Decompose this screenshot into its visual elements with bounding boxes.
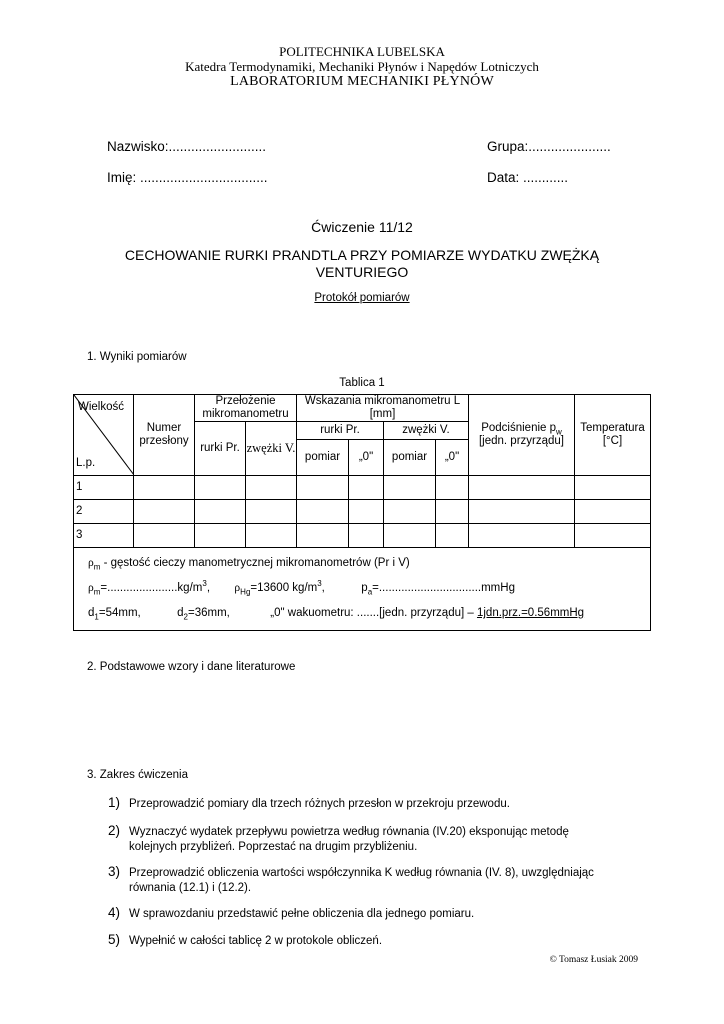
- list-item-3-text: Przeprowadzić obliczenia wartości współczynnika K według równania (IV. 8), uwzględniając równania (12.1) i (12.2).: [129, 867, 594, 894]
- header-pr-zero: „0": [349, 440, 384, 476]
- lab-name: LABORATORIUM MECHANIKI PŁYNÓW: [230, 74, 494, 89]
- corner-bottom-label: L.p.: [76, 457, 96, 469]
- list-item-3-number: 3): [108, 864, 121, 879]
- exercise-number: Ćwiczenie 11/12: [311, 219, 413, 235]
- cell-input[interactable]: [436, 524, 469, 548]
- cell-input[interactable]: [436, 476, 469, 500]
- header-v-zero: „0": [436, 440, 469, 476]
- cell-input[interactable]: [297, 524, 349, 548]
- header-ratio-pr: rurki Pr.: [195, 422, 246, 476]
- header-readings-v: zwężki V.: [384, 422, 469, 440]
- cell-input[interactable]: [195, 500, 246, 524]
- cell-input[interactable]: [575, 524, 651, 548]
- department-name: Katedra Termodynamiki, Mechaniki Płynów i Napędów Lotniczych: [185, 59, 539, 74]
- list-item-2-text: Wyznaczyć wydatek przepływu powietrza według równania (IV.20) eksponując metodę kolejnych przybliżeń. Poprzestać na drugim przybliżeniu.: [129, 826, 569, 853]
- row-number: 1: [74, 476, 134, 500]
- cell-input[interactable]: [384, 524, 436, 548]
- header-orifice-number: Numer przesłony: [134, 395, 195, 476]
- corner-cell: [74, 395, 134, 476]
- header-temperature: Temperatura [°C]: [575, 395, 651, 476]
- exercise-title-line2: VENTURIEGO: [315, 264, 409, 280]
- table-row: [74, 476, 651, 500]
- cell-input[interactable]: [469, 500, 575, 524]
- list-item-1-number: 1): [108, 795, 121, 810]
- section2-heading: 2. Podstawowe wzory i dane literaturowe: [87, 661, 296, 673]
- list-item-5-number: 5): [108, 932, 121, 947]
- cell-input[interactable]: [195, 476, 246, 500]
- header-ratio-v: zwężki V.: [246, 422, 297, 476]
- cell-input[interactable]: [469, 476, 575, 500]
- cell-input[interactable]: [575, 500, 651, 524]
- cell-input[interactable]: [246, 500, 297, 524]
- cell-input[interactable]: [297, 500, 349, 524]
- cell-input[interactable]: [246, 476, 297, 500]
- first-name-field: Imię: ..................................: [107, 170, 268, 185]
- notes-line1: $\rho_m$ - gęstość cieczy manometrycznej mikromanometrów (Pr i V): [88, 557, 410, 572]
- list-item-2-number: 2): [108, 823, 121, 838]
- section3-heading: 3. Zakres ćwiczenia: [87, 769, 188, 781]
- header-pr-measure: pomiar: [297, 440, 349, 476]
- header-readings-pr: rurki Pr.: [297, 422, 384, 440]
- notes-cell: [74, 548, 651, 631]
- cell-input[interactable]: [246, 524, 297, 548]
- surname-field: Nazwisko:..........................: [107, 139, 267, 154]
- row-number: 3: [74, 524, 134, 548]
- table-caption: Tablica 1: [339, 377, 385, 389]
- table-row: [74, 500, 651, 524]
- exercise-title: [0, 247, 724, 281]
- cell-input[interactable]: [134, 500, 195, 524]
- cell-input[interactable]: [436, 500, 469, 524]
- section1-heading: 1. Wyniki pomiarów: [87, 351, 187, 363]
- exercise-title-line1: CECHOWANIE RURKI PRANDTLA PRZY POMIARZE WYDATKU ZWĘŻKĄ: [124, 247, 600, 263]
- header-ratio: Przełożenie mikromanometru: [195, 395, 297, 422]
- cell-input[interactable]: [297, 476, 349, 500]
- list-item-4-number: 4): [108, 905, 121, 920]
- notes-line3: $d_1=54mm$, $d_2=36mm$, „0" wakuometru: .......[jedn. przyrządu] – 1jdn.prz.=0.56mmHg: [88, 607, 585, 622]
- university-name: POLITECHNIKA LUBELSKA: [279, 44, 445, 59]
- cell-input[interactable]: [349, 524, 384, 548]
- corner-top-label: Wielkość: [78, 401, 125, 413]
- cell-input[interactable]: [349, 500, 384, 524]
- conversion-factor: 1jdn.prz.=0.56mmHg: [476, 607, 585, 619]
- list-item-5-text: Wypełnić w całości tablicę 2 w protokole obliczeń.: [129, 935, 383, 947]
- cell-input[interactable]: [384, 476, 436, 500]
- cell-input[interactable]: [195, 524, 246, 548]
- copyright-notice: © Tomasz Łusiak 2009: [549, 955, 638, 965]
- cell-input[interactable]: [575, 476, 651, 500]
- header-readings: Wskazania mikromanometru L [mm]: [297, 395, 469, 422]
- cell-input[interactable]: [469, 524, 575, 548]
- list-item-4-text: W sprawozdaniu przedstawić pełne obliczenia dla jednego pomiaru.: [129, 908, 475, 920]
- measurement-table: [73, 394, 651, 631]
- header-underpressure: Podciśnienie $p_w$ [jedn. przyrządu]: [469, 395, 575, 476]
- cell-input[interactable]: [384, 500, 436, 524]
- cell-input[interactable]: [134, 524, 195, 548]
- row-number: 2: [74, 500, 134, 524]
- date-field: Data: ............: [487, 170, 569, 185]
- table-row: [74, 524, 651, 548]
- list-item-1-text: Przeprowadzić pomiary dla trzech różnych przesłon w przekroju przewodu.: [129, 798, 510, 810]
- protocol-heading: Protokół pomiarów: [314, 292, 410, 304]
- cell-input[interactable]: [134, 476, 195, 500]
- header-v-measure: pomiar: [384, 440, 436, 476]
- group-field: Grupa:......................: [487, 139, 611, 154]
- cell-input[interactable]: [349, 476, 384, 500]
- notes-line2: $\rho_m=......................kg/m^3$, $\rho_{Hg}=13600$ $kg/m^3$, $p_a=................................mmHg$: [88, 579, 515, 597]
